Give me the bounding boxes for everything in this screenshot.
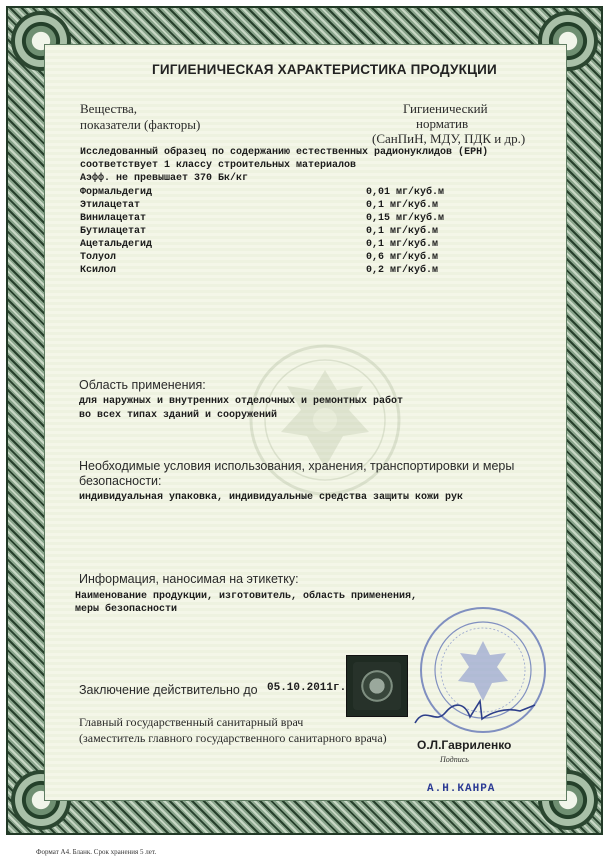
application-label: Область применения: bbox=[79, 378, 206, 392]
conditions-label: безопасности: bbox=[79, 474, 162, 488]
substance-name: Бутилацетат bbox=[80, 226, 147, 237]
substance-name: Винилацетат bbox=[80, 213, 147, 224]
substance-name: Ксилол bbox=[80, 265, 117, 276]
column-header-norm: Гигиенический bbox=[403, 101, 488, 116]
signature-icon bbox=[410, 695, 540, 730]
substance-value: 0,2 мг/куб.м bbox=[366, 265, 439, 276]
signer-name: О.Л.Гавриленко bbox=[417, 738, 512, 752]
column-header-substances: Вещества, bbox=[80, 101, 137, 116]
executor-stamp: А.Н.КАНРА bbox=[427, 783, 496, 795]
conditions-label: Необходимые условия использования, хранения, транспортировки и меры bbox=[79, 459, 515, 473]
hologram-sticker-icon bbox=[346, 655, 408, 717]
intro-line: Аэфф. не превышает 370 Бк/кг bbox=[80, 173, 249, 184]
column-header-norm: (СанПиН, МДУ, ПДК и др.) bbox=[372, 131, 526, 146]
document-title: ГИГИЕНИЧЕСКАЯ ХАРАКТЕРИСТИКА ПРОДУКЦИИ bbox=[152, 62, 497, 77]
substance-name: Ацетальдегид bbox=[80, 239, 153, 250]
substance-value: 0,1 мг/куб.м bbox=[366, 226, 439, 237]
substance-name: Формальдегид bbox=[80, 187, 153, 198]
validity-label: Заключение действительно до bbox=[79, 683, 258, 697]
application-text: во всех типах зданий и сооружений bbox=[79, 410, 278, 421]
signature-caption: Подпись bbox=[440, 755, 469, 764]
substance-value: 0,1 мг/куб.м bbox=[366, 200, 439, 211]
substance-value: 0,01 мг/куб.м bbox=[366, 187, 445, 198]
label-info-text: меры безопасности bbox=[75, 604, 178, 615]
validity-date: 05.10.2011г. bbox=[267, 682, 347, 694]
intro-line: соответствует 1 классу строительных материалов bbox=[80, 160, 357, 171]
substance-value: 0,6 мг/куб.м bbox=[366, 252, 439, 263]
substance-value: 0,1 мг/куб.м bbox=[366, 239, 439, 250]
substance-name: Этилацетат bbox=[80, 200, 141, 211]
official-subtitle: (заместитель главного государственного санитарного врача) bbox=[79, 731, 387, 745]
label-info-text: Наименование продукции, изготовитель, область применения, bbox=[75, 591, 418, 602]
label-info-label: Информация, наносимая на этикетку: bbox=[79, 572, 299, 586]
application-text: для наружных и внутренних отделочных и ремонтных работ bbox=[79, 396, 404, 407]
column-header-norm: норматив bbox=[416, 116, 469, 131]
substance-value: 0,15 мг/куб.м bbox=[366, 213, 445, 224]
substance-name: Толуол bbox=[80, 252, 117, 263]
format-note: Формат А4. Бланк. Срок хранения 5 лет. bbox=[36, 848, 157, 856]
official-title: Главный государственный санитарный врач bbox=[79, 715, 304, 729]
column-header-substances: показатели (факторы) bbox=[80, 117, 201, 132]
conditions-text: индивидуальная упаковка, индивидуальные средства защиты кожи рук bbox=[79, 492, 464, 503]
intro-line: Исследованный образец по содержанию естественных радионуклидов (ЕРН) bbox=[80, 147, 489, 158]
